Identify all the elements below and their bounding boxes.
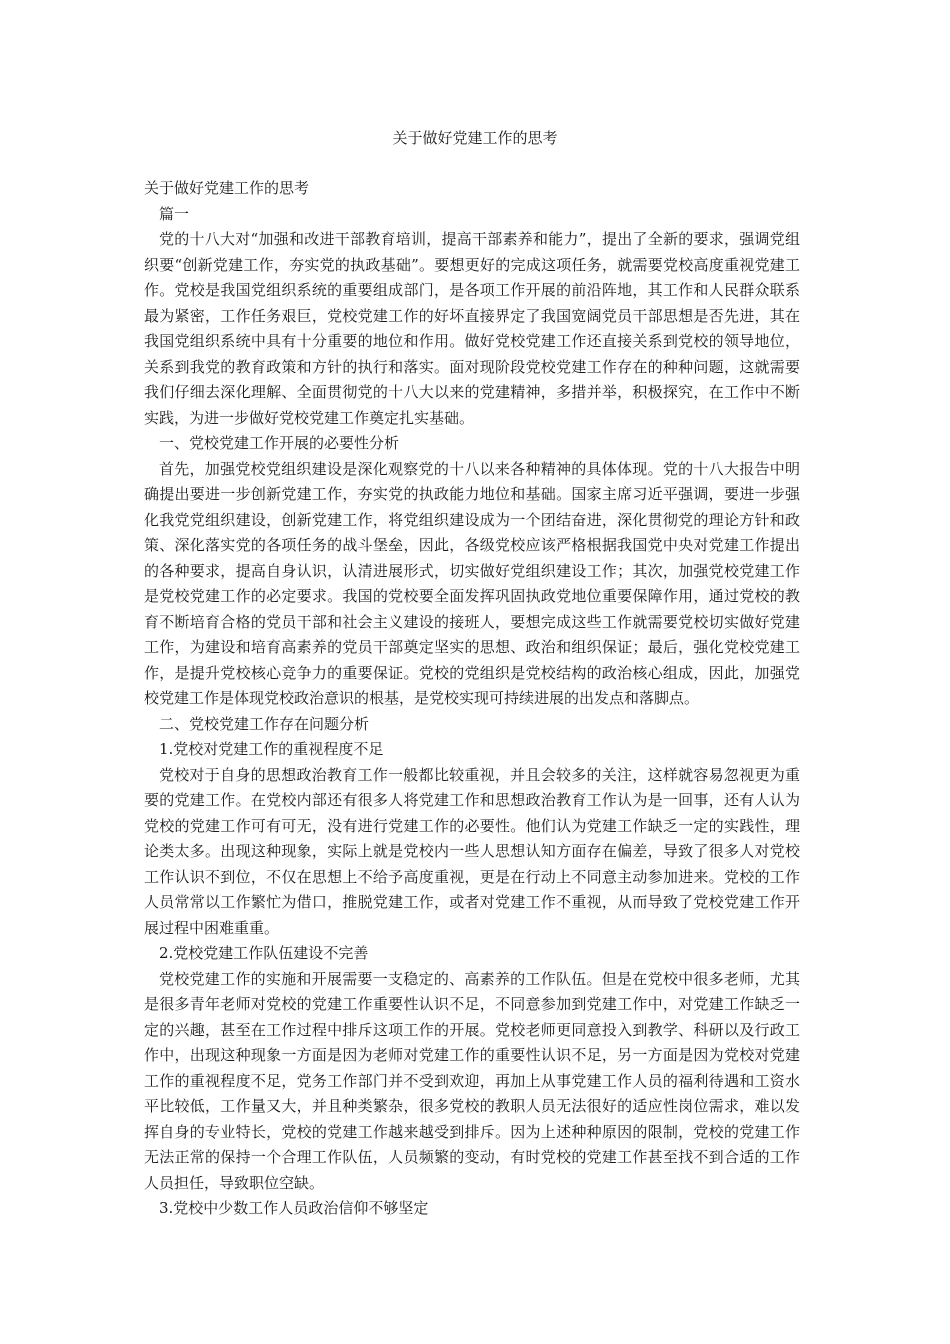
section-heading-2: 二、党校党建工作存在问题分析: [159, 714, 370, 733]
subheading-1: 1.党校对党建工作的重视程度不足: [159, 740, 384, 758]
subheading-2: 2.党校党建工作队伍建设不完善: [159, 944, 369, 962]
document-subtitle: 关于做好党建工作的思考: [144, 179, 310, 197]
part-label: 篇一: [159, 204, 190, 223]
document-body: [144, 176, 800, 1222]
section-heading-1: 一、党校党建工作开展的必要性分析: [159, 434, 400, 452]
paragraph-problem-2: 党校党建工作的实施和开展需要一支稳定的、高素养的工作队伍。但是在党校中很多老师，尤其是很多青年老师对党校的党建工作重要性认识不足，不同意参加到党建工作中，对党建工作缺乏一定的兴趣，甚至在工作过程中排斥这项工作的开展。党校老师更同意投入到教学、科研以及行政工作中，出现这种现象一方面是因为老师对党建工作的重要性认识不足，另一方面是因为党校对党建工作的重视程度不足，党务工作部门并不受到欢迎，再加上从事党建工作人员的福利待遇和工资水平比较低，工作量又大，并且种类繁杂，很多党校的教职人员无法很好的适应性岗位需求，难以发挥自身的专业特长，党校的党建工作越来越受到排斥。因为上述种种原因的限制，党校的党建工作无法正常的保持一个合理工作队伍，人员频繁的变动，有时党校的党建工作甚至找不到合适的工作人员担任，导致职位空缺。: [144, 969, 800, 1192]
document-title: 关于做好党建工作的思考: [392, 129, 558, 147]
subheading-3: 3.党校中少数工作人员政治信仰不够坚定: [159, 1199, 429, 1217]
paragraph-necessity: 首先，加强党校党组织建设是深化观察党的十八以来各种精神的具体体现。党的十八大报告中明确提出要进一步创新党建工作，夯实党的执政能力地位和基础。国家主席习近平强调，要进一步强化我党党组织建设，创新党建工作，将党组织建设成为一个团结奋进，深化贯彻党的理论方针和政策、深化落实党的各项任务的战斗堡垒，因此，各级党校应该严格根据我国党中央对党建工作提出的各种要求，提高自身认识，认清进展形式，切实做好党组织建设工作；其次，加强党校党建工作是党校党建工作的必定要求。我国的党校要全面发挥巩固执政党地位重要保障作用，通过党校的教育不断培育合格的党员干部和社会主义建设的接班人，要想完成这些工作就需要党校切实做好党建工作，为建设和培育高素养的党员干部奠定坚实的思想、政治和组织保证；最后，强化党校党建工作，是提升党校核心竞争力的重要保证。党校的党组织是党校结构的政治核心组成，因此，加强党校党建工作是体现党校政治意识的根基，是党校实现可持续进展的出发点和落脚点。: [144, 459, 800, 707]
paragraph-problem-1: 党校对于自身的思想政治教育工作一般都比较重视，并且会较多的关注，这样就容易忽视更为重要的党建工作。在党校内部还有很多人将党建工作和思想政治教育工作认为是一回事，还有人认为党校的党建工作可有可无，没有进行党建工作的必要性。他们认为党建工作缺乏一定的实践性，理论类太多。出现这种现象，实际上就是党校内一些人思想认知方面存在偏差，导致了很多人对党校工作认识不到位，不仅在思想上不给予高度重视，更是在行动上不同意主动参加进来。党校的工作人员常常以工作繁忙为借口，推脱党建工作，或者对党建工作不重视，从而导致了党校党建工作开展过程中困难重重。: [144, 765, 800, 937]
paragraph-intro: 党的十八大对“加强和改进干部教育培训，提高干部素养和能力”，提出了全新的要求，强调党组织要“创新党建工作，夯实党的执政基础”。要想更好的完成这项任务，就需要党校高度重视党建工作。党校是我国党组织系统的重要组成部门，是各项工作开展的前沿阵地，其工作和人民群众联系最为紧密，工作任务艰巨，党校党建工作的好坏直接界定了我国宽阔党员干部思想是否先进，其在我国党组织系统中具有十分重要的地位和作用。做好党校党建工作还直接关系到党校的领导地位，关系到我党的教育政策和方针的执行和落实。面对现阶段党校党建工作存在的种种问题，这就需要我们仔细去深化理解、全面贯彻党的十八大以来的党建精神，多措并举，积极探究，在工作中不断实践，为进一步做好党校党建工作奠定扎实基础。: [144, 230, 800, 427]
